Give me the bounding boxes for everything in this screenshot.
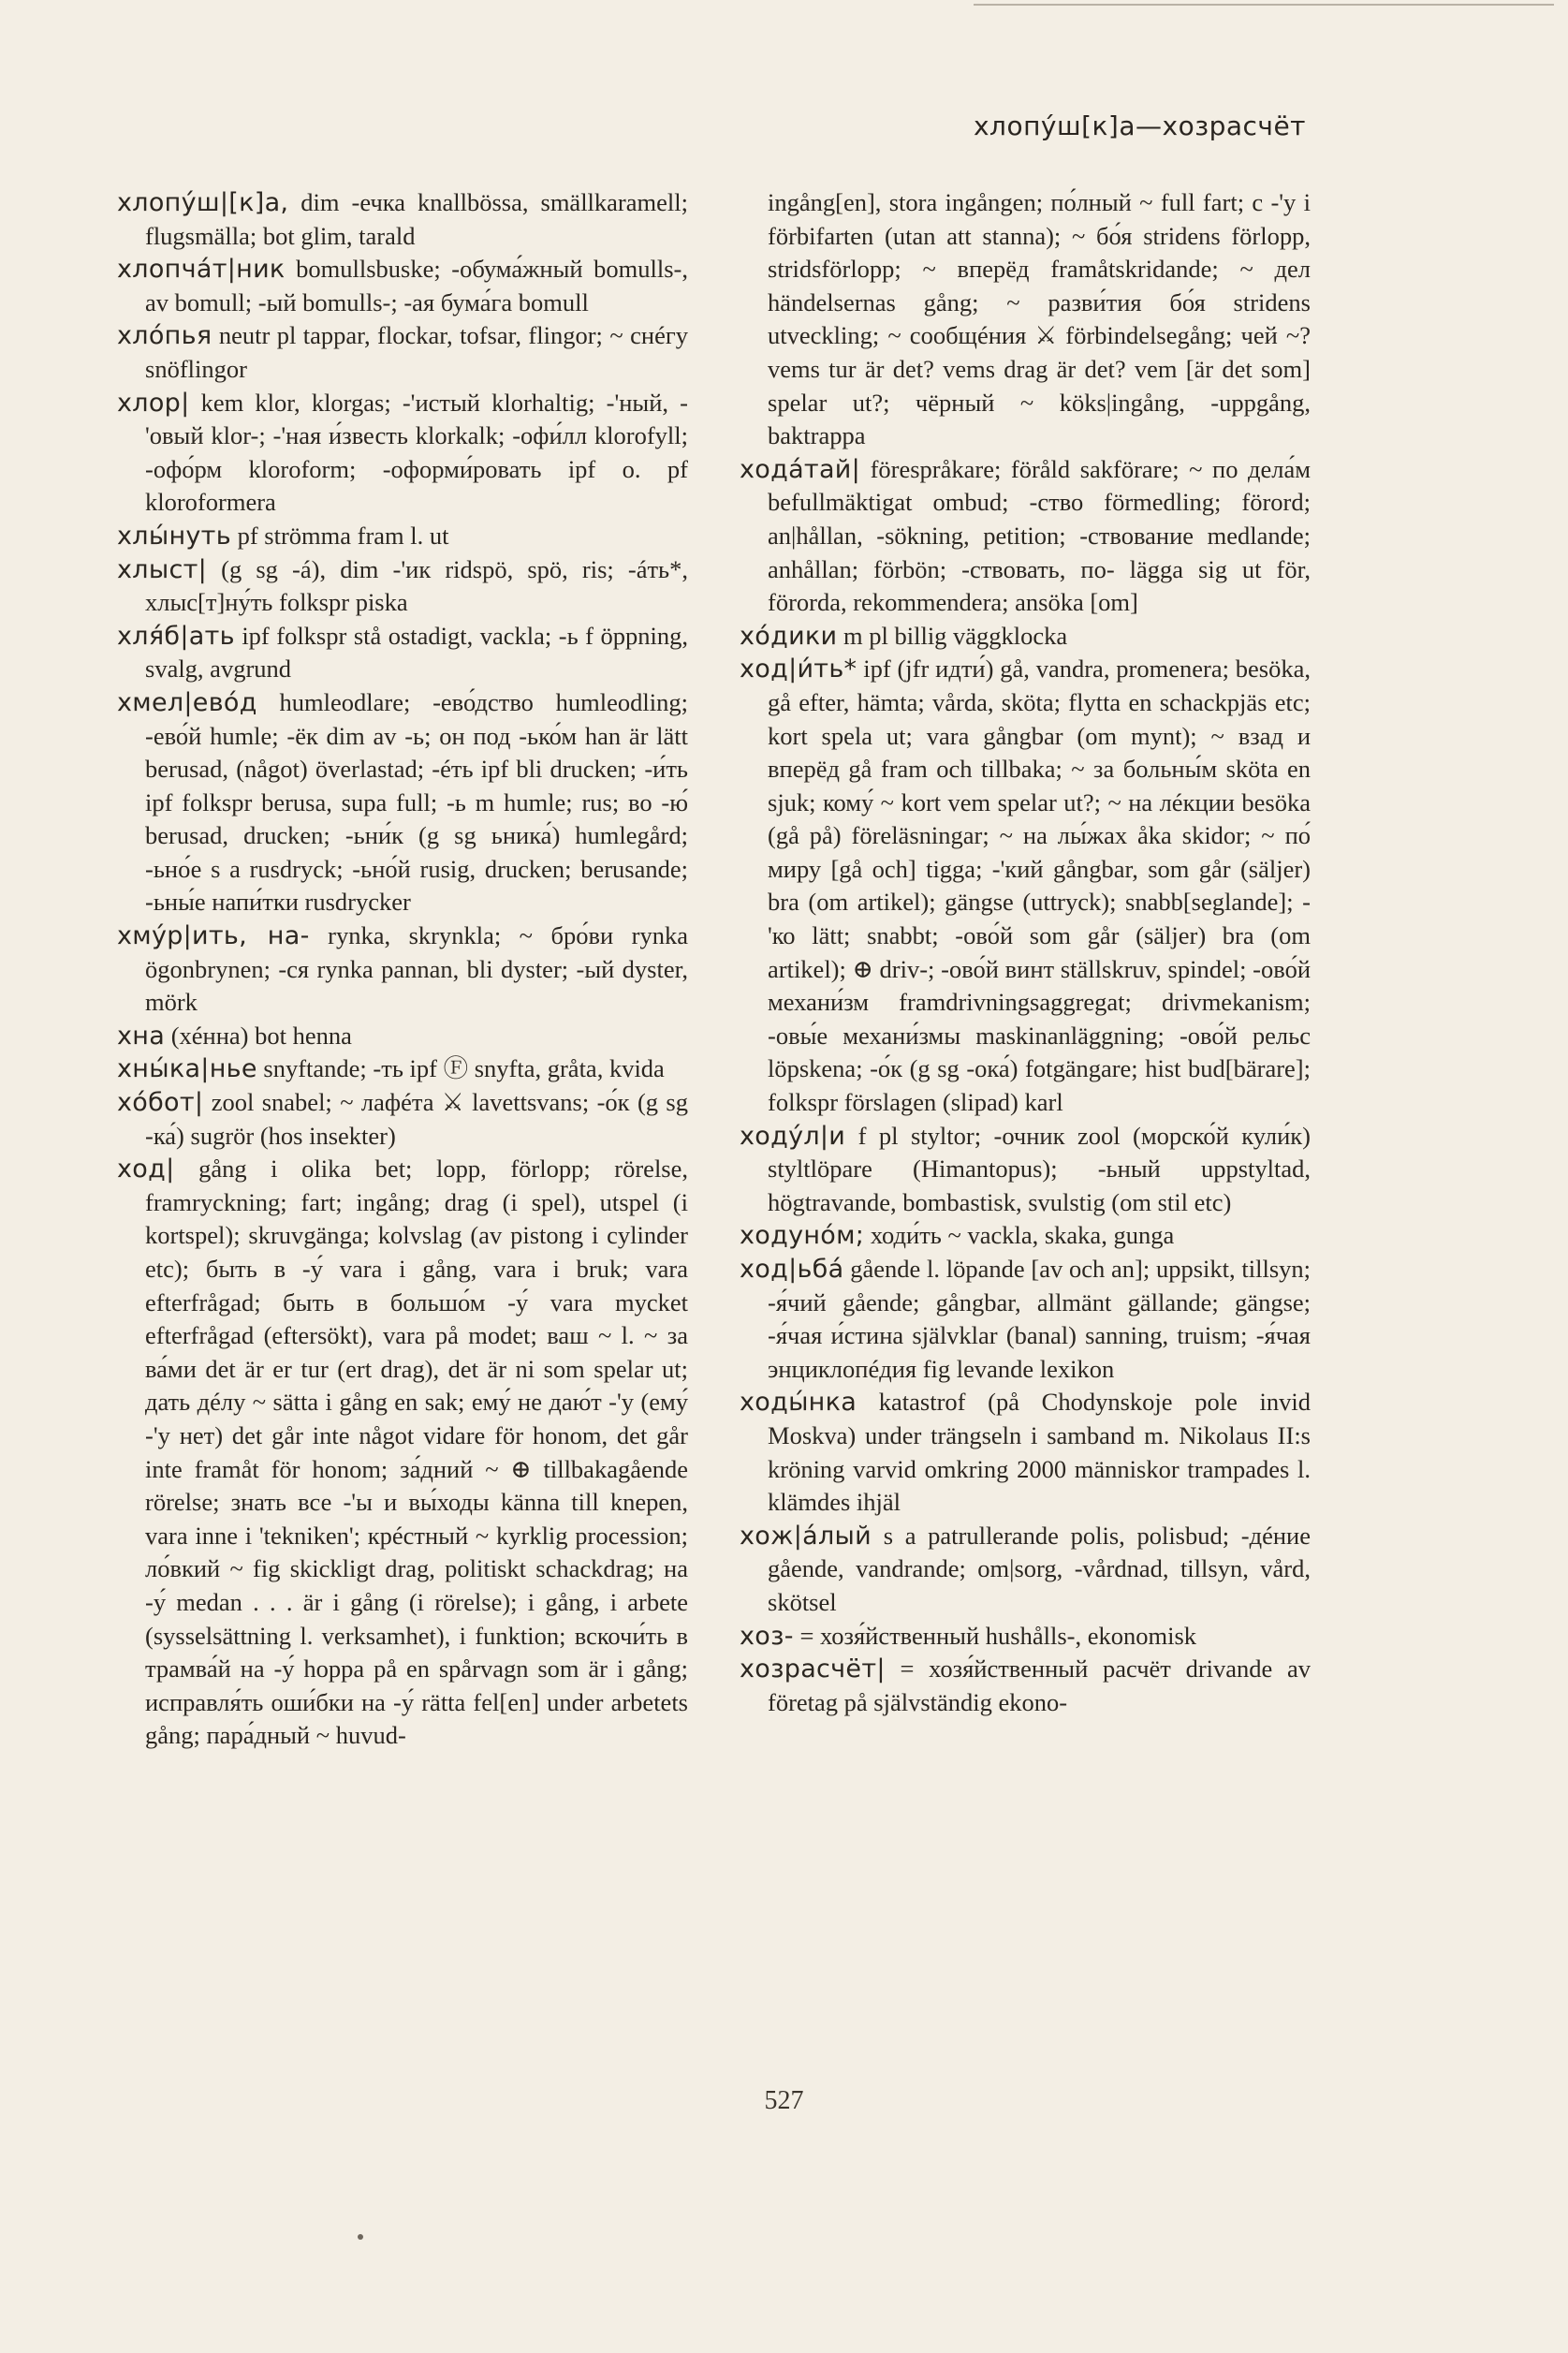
entry-headword: хозрасчёт|	[740, 1654, 886, 1684]
entry-definition: dim -ечка knallbössa, smällkaramell; flugsmälla; bot glim, tarald	[145, 188, 688, 250]
entry-definition: pf strömma fram l. ut	[237, 521, 449, 550]
entry-definition: = хозя́йственный расчёт drivande av företag på självständig ekono-	[768, 1654, 1311, 1716]
dictionary-entry	[740, 1386, 1311, 1519]
entry-definition: (g sg -á), dim -'ик ridspö, spö, ris; -áть*, хлыс[т]ну́ть folkspr piska	[145, 554, 689, 617]
entry-definition: kem klor, klorgas; -'истый klorhaltig; -'ный, -'овый klor-; -'ная и́звесть klorkalk; -офи́лл klorofyll; -офо́рм kloroform; -оформи́ровать ipf o. pf kloroformera	[145, 388, 689, 517]
entry-headword: хо́дики	[740, 621, 838, 651]
dictionary-entry	[117, 1086, 688, 1153]
top-border-line	[974, 4, 1554, 6]
entry-headword: хны́ка|нье	[117, 1054, 257, 1084]
entry-definition: ingång[en], stora ingången; по́лный ~ full fart; с -'у i förbifarten (utan att stanna); ~ бо́я stridens förlopp, stridsförlopp; ~ вперёд framåtskridande; ~ дел händelsernas gång; ~ разви́тия бо́я stridens utveckling; ~ сообщéния ⚔ förbindelsegång; чей ~? vems tur är det? vems drag är det? vem [är det som] spelar ut?; чёрный ~ köks|ingång, -uppgång, baktrappa	[768, 188, 1311, 450]
entry-definition: s a patrullerande polis, polisbud; -дéние gående, vandrande; om|sorg, -vårdnad, tillsyn, vård, skötsel	[768, 1521, 1311, 1616]
entry-definition: ipf (jfr идти́) gå, vandra, promenera; besöka, gå efter, hämta; vårda, sköta; flytta en schackpjäs etc; kort spela ut; vara gångbar (om mynt); ~ взад и вперёд gå fram och tillbaka; ~ за больны́м sköta en sjuk; кому́ ~ kort vem spelar ut?; ~ на лéкции besöka (gå på) föreläsningar; ~ на лы́жах åka skidor; ~ по́ миру [gå och] tigga; -'кий gångbar, som går (säljer) bra (om artikel); gängse (uttryck); snabb[seglande]; -'ко lätt; snabbt; -ово́й som går (säljer) bra (om artikel); ⊕ driv-; -ово́й винт ställskruv, spindel; -ово́й механи́зм framdrivningsaggregat; drivmekanism; -овы́е механи́змы maskinanläggning; -ово́й рельс löpskena; -о́к (g sg -ока́) fotgängare; hist bud[bärare]; folkspr förslagen (slipad) karl	[768, 654, 1311, 1117]
dictionary-entry	[740, 653, 1311, 1119]
dictionary-entry	[117, 620, 688, 686]
entry-headword: ходы́нка	[740, 1388, 857, 1418]
entry-definition: m pl billig väggklocka	[843, 621, 1068, 650]
entry-definition: gång i olika bet; lopp, förlopp; rörelse, framryckning; fart; ingång; drag (i spel), utspel (i kortspel); skruvgänga; kolvslag (av pistong i cylinder etc); быть в -у́ vara i gång, vara i bruk; vara efterfrågad; быть в большо́м -у́ vara mycket efterfrågad (eftersökt), vara på modet; ваш ~ l. ~ за ва́ми det är er tur (ert drag), det är ni som spelar ut; дать дéлу ~ sätta i gång en sak; ему́ не даю́т -'у (ему́ -'у нет) det går inte något vidare för honom, det går inte framåt för honom; за́дний ~ ⊕ tillbakagående rörelse; знать все -'ы и вы́ходы känna till knepen, vara inne i 'tekniken'; крéстный ~ kyrklig procession; ло́вкий ~ fig skickligt drag, politiskt schackdrag; на -у́ medan . . . är i gång (i rörelse); i gång, i arbete (sysselsättning l. verksamhet), i funktion; вскочи́ть в трамва́й на -у́ hoppa på en spårvagn som är i gång; исправля́ть оши́бки на -у́ rätta fel[en] under arbetets gång; пара́дный ~ huvud-	[145, 1154, 689, 1750]
entry-definition: bomullsbuske; -обума́жный bomulls-, av bomull; -ый bomulls-; -ая бума́га bomull	[145, 255, 688, 316]
right-column	[740, 186, 1311, 1719]
entry-headword: хна	[117, 1021, 166, 1051]
dictionary-entry	[117, 186, 688, 253]
entry-headword: ход|и́ть*	[740, 654, 857, 684]
paper-speck	[358, 2234, 363, 2240]
entry-definition: katastrof (på Chodynskoje pole invid Moskva) under trängseln i samband m. Nikolaus II:s kröning varvid omkring 2000 människor trampades l. klämdes ihjäl	[768, 1388, 1312, 1517]
entry-definition: förespråkare; föråld sakförare; ~ по дела́м befullmäktigat ombud; -ство förmedling; förord; an|hållan, -sökning, petition; -ствование medlande; anhållan; förbön; -ствовать, по- lägga sig ut för, förorda, rekommendera; ansöka [om]	[768, 454, 1311, 617]
dictionary-entry	[740, 620, 1311, 654]
entry-definition: humleodlare; -ево́дство humleodling; -ево́й humle; -ёк dim av -ь; он под -ько́м han är lätt berusad, (något) överlastad; -éть ipf bli drucken; -и́ть ipf folkspr berusa, supa full; -ь m humle; rus; во -ю́ berusad, drucken; -ьни́к (g sg ьника́) humlegård; -ьно́е s a rusdryck; -ьно́й rusig, drucken; berusande; -ьны́е напи́тки rusdrycker	[145, 687, 689, 917]
entry-headword: хлопу́ш|[к]а,	[117, 188, 289, 217]
dictionary-entry	[740, 453, 1311, 620]
entry-headword: хлы́нуть	[117, 521, 231, 551]
entry-definition: zool snabel; ~ лафéта ⚔ lavettsvans; -о́к (g sg -ка́) sugrör (hos insekter)	[145, 1088, 688, 1150]
entry-definition: ходи́ть ~ vackla, skaka, gunga	[870, 1221, 1175, 1250]
dictionary-entry	[740, 1253, 1311, 1386]
entry-headword: ход|	[117, 1154, 175, 1184]
dictionary-entry	[117, 319, 688, 386]
dictionary-entry	[740, 1120, 1311, 1220]
dictionary-entry	[117, 387, 688, 520]
entry-definition: = хозя́йственный hushålls-, ekonomisk	[799, 1621, 1197, 1650]
dictionary-entry	[117, 553, 688, 620]
entry-headword: хля́б|ать	[117, 621, 235, 651]
dictionary-entry	[740, 186, 1311, 453]
entry-headword: хлыст|	[117, 554, 208, 584]
dictionary-entry	[117, 686, 688, 919]
entry-headword: хода́тай|	[740, 454, 861, 484]
dictionary-entry	[117, 1153, 688, 1753]
left-column	[117, 186, 688, 1753]
entry-definition: ipf folkspr stå ostadigt, vackla; -ь f öppning, svalg, avgrund	[145, 621, 688, 684]
entry-definition: (хéнна) bot henna	[170, 1021, 352, 1050]
entry-headword: хлор|	[117, 388, 190, 418]
dictionary-entry	[740, 1219, 1311, 1253]
entry-headword: хож|а́лый	[740, 1521, 872, 1551]
entry-definition: f pl styltor; -очник zool (морско́й кули́к) styltlöpare (Himantopus); -ьный uppstyltad, högtravande, bombastisk, svulstig (om stil etc)	[768, 1121, 1311, 1216]
page-number: 527	[764, 2086, 804, 2115]
dictionary-entry	[117, 1020, 688, 1053]
entry-headword: хоз-	[740, 1621, 794, 1651]
entry-headword: хлопча́т|ник	[117, 255, 286, 285]
dictionary-entry	[117, 520, 688, 553]
entry-headword: ход|ьба́	[740, 1255, 844, 1284]
dictionary-entry	[117, 253, 688, 319]
entry-headword: хмел|ево́д	[117, 687, 257, 717]
entry-definition: snyftande; -ть ipf Ⓕ snyfta, gråta, kvida	[263, 1054, 665, 1083]
dictionary-entry	[740, 1620, 1311, 1654]
entry-headword: хму́р|ить, на-	[117, 921, 310, 951]
entry-definition: gående l. löpande [av och an]; uppsikt, tillsyn; -я́чий gående; gångbar, allmänt gällande; gängse; -я́чая и́стина självklar (banal) sanning, truism; -я́чая энциклопéдия fig levande lexikon	[768, 1255, 1312, 1383]
entry-definition: rynka, skrynkla; ~ бро́ви rynka ögonbrynen; -ся rynka pannan, bli dyster; -ый dyster, mörk	[145, 921, 689, 1017]
dictionary-entry	[117, 1052, 688, 1086]
dictionary-entry	[740, 1653, 1311, 1719]
entry-headword: ходуно́м;	[740, 1221, 865, 1251]
dictionary-entry	[740, 1520, 1311, 1620]
running-head: хлопу́ш[к]а—хозрасчёт	[973, 110, 1306, 141]
entry-headword: хло́пья	[117, 321, 212, 351]
dictionary-entry	[117, 919, 688, 1020]
entry-headword: ходу́л|и	[740, 1121, 846, 1151]
entry-definition: neutr pl tappar, flockar, tofsar, flingor; ~ снéгу snöflingor	[145, 321, 688, 383]
entry-headword: хо́бот|	[117, 1088, 204, 1118]
